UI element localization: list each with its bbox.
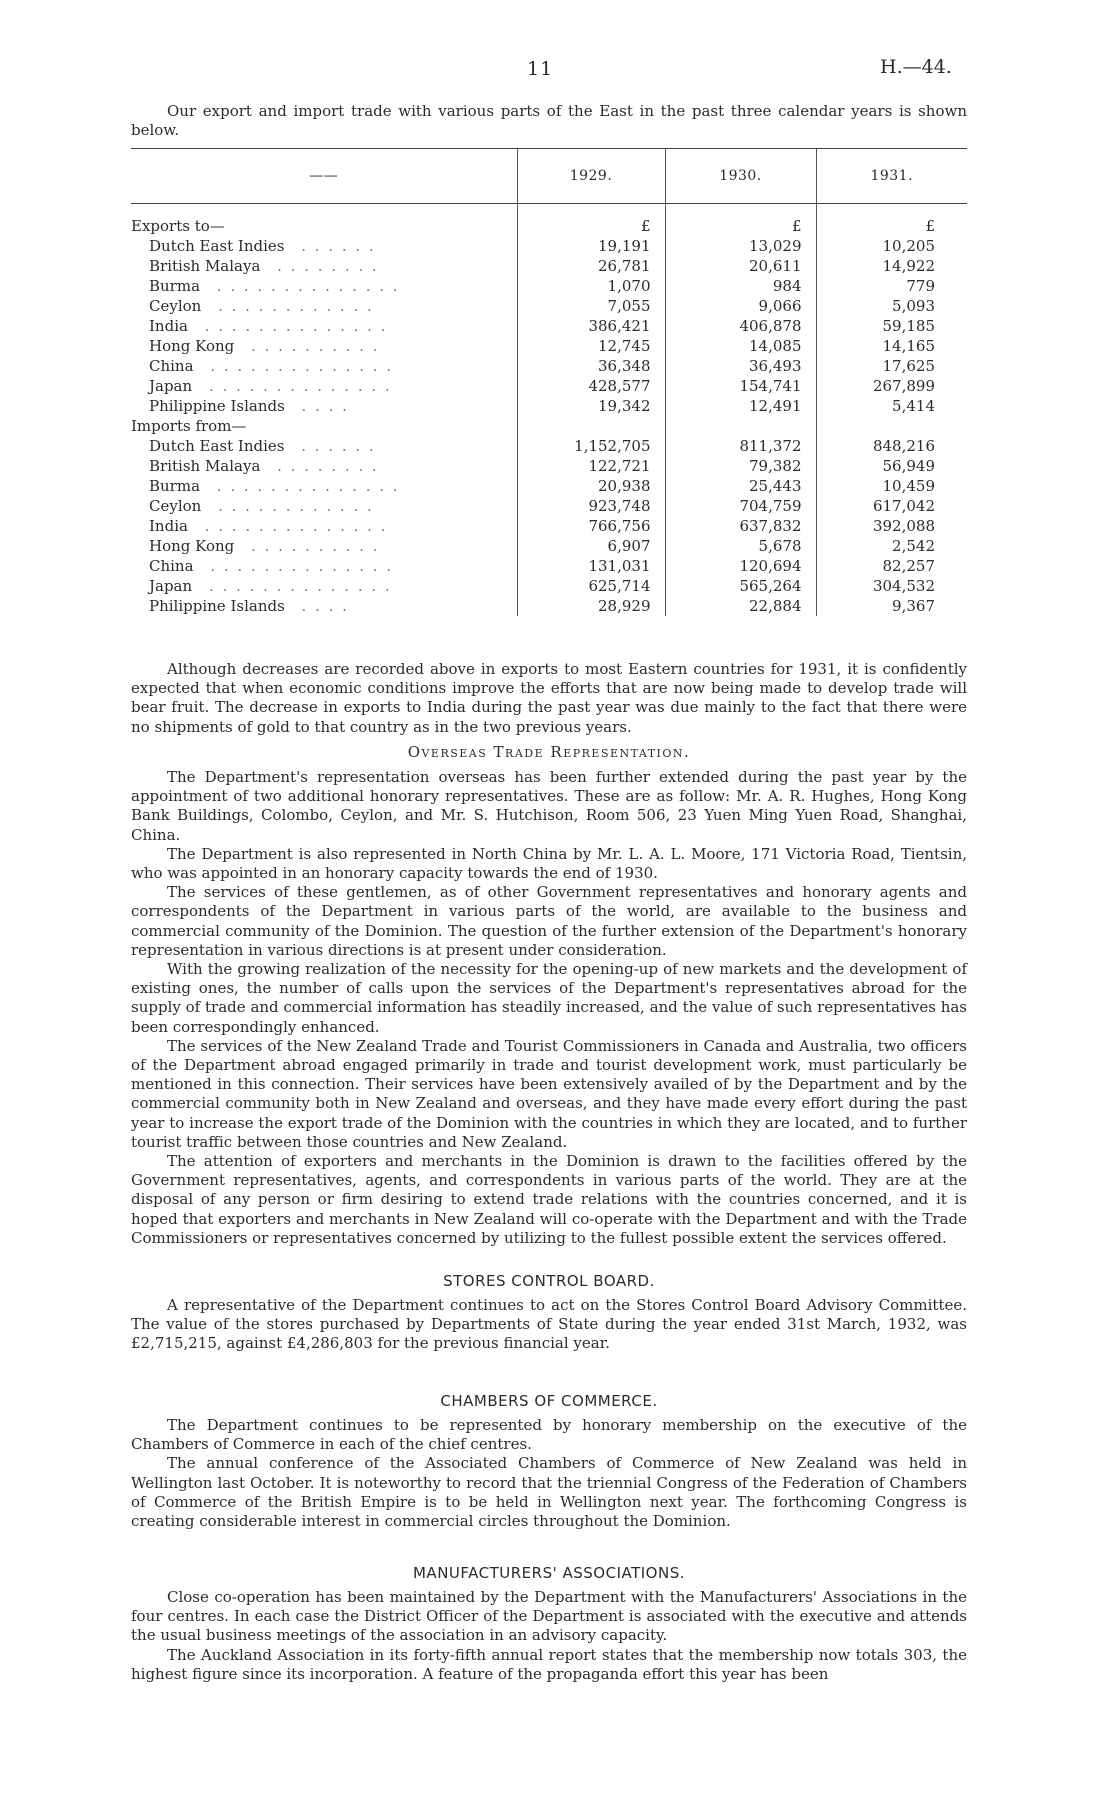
year-header: 1930. xyxy=(665,149,816,204)
table-row xyxy=(131,356,967,376)
value-cell: 22,884 xyxy=(665,596,816,616)
value-cell: 704,759 xyxy=(665,496,816,516)
leader-dots: . . . . . . . . . . . . xyxy=(211,297,374,315)
overseas-section xyxy=(131,768,967,1248)
leader-dots: . . . . . . . . xyxy=(270,257,379,275)
value-cell: 131,031 xyxy=(517,556,665,576)
value-cell: 59,185 xyxy=(816,316,967,336)
table-row xyxy=(131,496,967,516)
unit-label: £ xyxy=(517,216,665,236)
country-cell xyxy=(131,396,517,416)
unit-label: £ xyxy=(665,216,816,236)
table-row xyxy=(131,576,967,596)
value-cell: 7,055 xyxy=(517,296,665,316)
paragraph: A representative of the Department continues to act on the Stores Control Board Advisory Committee. The value of the stores purchased by Departments of State during the year ended 31st March, 1932, was £2,715,215, against £4,286,803 for the previous financial year. xyxy=(131,1296,967,1353)
table-row xyxy=(131,596,967,616)
leader-dots: . . . . . . . . . . . . . . xyxy=(202,577,392,595)
value-cell: 617,042 xyxy=(816,496,967,516)
leader-dots: . . . . . . . . . . . . . . xyxy=(210,277,400,295)
intro-paragraph: Our export and import trade with various parts of the East in the past three calendar years is shown below. xyxy=(131,102,967,139)
country-cell xyxy=(131,516,517,536)
paragraph: The annual conference of the Associated Chambers of Commerce of New Zealand was held in Wellington last October. It is noteworthy to record that the triennial Congress of the Federation of Chambers of Commerce of the British Empire is to be held in Wellington next year. The forthcoming Congress is creating considerable interest in commercial circles throughout the Dominion. xyxy=(131,1454,967,1531)
table-row xyxy=(131,236,967,256)
value-cell: 14,165 xyxy=(816,336,967,356)
table-row xyxy=(131,376,967,396)
country-cell xyxy=(131,536,517,556)
country-name: Japan xyxy=(149,377,193,395)
value-cell: 17,625 xyxy=(816,356,967,376)
year-header: 1931. xyxy=(816,149,967,204)
value-cell: 20,611 xyxy=(665,256,816,276)
value-cell: 1,152,705 xyxy=(517,436,665,456)
value-cell: 811,372 xyxy=(665,436,816,456)
country-name: Hong Kong xyxy=(149,537,235,555)
paragraph: The services of the New Zealand Trade and Tourist Commissioners in Canada and Australia, two officers of the Department abroad engaged primarily in trade and tourist development work, must particularly be mentioned in this connection. Their services have been extensively availed of by the Department and by the commercial community both in New Zealand and overseas, and they have made every effort during the past year to increase the export trade of the Dominion with the countries in which they are located, and to further tourist traffic between those countries and New Zealand. xyxy=(131,1036,967,1151)
value-cell: 20,938 xyxy=(517,476,665,496)
country-name: Dutch East Indies xyxy=(149,237,285,255)
value-cell: 386,421 xyxy=(517,316,665,336)
country-cell xyxy=(131,456,517,476)
table-row xyxy=(131,276,967,296)
country-cell xyxy=(131,336,517,356)
value-cell: 14,922 xyxy=(816,256,967,276)
leader-dots: . . . . . . . . . . . . . . xyxy=(197,317,388,335)
value-cell: 10,205 xyxy=(816,236,967,256)
country-name: China xyxy=(149,357,194,375)
leader-dots: . . . . . . . . . . . . . . xyxy=(203,557,394,575)
value-cell: 79,382 xyxy=(665,456,816,476)
leader-dots: . . . . . . . . . . xyxy=(244,537,380,555)
value-cell: 565,264 xyxy=(665,576,816,596)
country-name: China xyxy=(149,557,194,575)
country-name: Philippine Islands xyxy=(149,397,285,415)
value-cell: 122,721 xyxy=(517,456,665,476)
table-row xyxy=(131,316,967,336)
value-cell: 56,949 xyxy=(816,456,967,476)
table-row xyxy=(131,256,967,276)
country-cell xyxy=(131,576,517,596)
leader-dots: . . . . xyxy=(294,597,349,615)
page-number: 11 xyxy=(527,58,554,80)
value-cell: 5,678 xyxy=(665,536,816,556)
leader-dots: . . . . . . . . . . . . . . xyxy=(210,477,400,495)
value-cell: 25,443 xyxy=(665,476,816,496)
country-cell xyxy=(131,296,517,316)
country-name: Ceylon xyxy=(149,297,202,315)
empty-cell xyxy=(517,416,665,436)
country-cell xyxy=(131,276,517,296)
stores-section xyxy=(131,1296,967,1354)
country-name: Burma xyxy=(149,277,201,295)
value-cell: 9,066 xyxy=(665,296,816,316)
table-row xyxy=(131,336,967,356)
paragraph: The Department's representation overseas has been further extended during the past year by the appointment of two additional honorary representatives. These are as follow: Mr. A. R. Hughes, Hong Kong Bank Buildings, Colombo, Ceylon, and Mr. S. Hutchison, Room 506, 23 Yuen Ming Yuen Road, Shanghai, China. xyxy=(131,768,967,844)
trade-table-body xyxy=(131,204,967,617)
country-name: India xyxy=(149,317,188,335)
value-cell: 6,907 xyxy=(517,536,665,556)
table-row xyxy=(131,516,967,536)
value-cell: 154,741 xyxy=(665,376,816,396)
value-cell: 2,542 xyxy=(816,536,967,556)
paragraph: Although decreases are recorded above in exports to most Eastern countries for 1931, it is confidently expected that when economic conditions improve the efforts that are now being made to develop trade will bear fruit. The decrease in exports to India during the past year was due mainly to the fact that there were no shipments of gold to that country as in the two previous years. xyxy=(131,660,967,736)
country-name: Dutch East Indies xyxy=(149,437,285,455)
unit-label: £ xyxy=(816,216,967,236)
value-cell: 12,491 xyxy=(665,396,816,416)
table-row xyxy=(131,476,967,496)
leader-dots: . . . . . . . . . . . . . . xyxy=(197,517,388,535)
value-cell: 19,191 xyxy=(517,236,665,256)
country-name: Burma xyxy=(149,477,201,495)
value-cell: 26,781 xyxy=(517,256,665,276)
value-cell: 5,414 xyxy=(816,396,967,416)
country-name: British Malaya xyxy=(149,257,261,275)
leader-dots: . . . . . . . . . . . . xyxy=(211,497,374,515)
value-cell: 9,367 xyxy=(816,596,967,616)
leader-dots: . . . . . . . . . . . . . . xyxy=(203,357,394,375)
country-cell xyxy=(131,256,517,276)
table-group-row xyxy=(131,216,967,236)
country-name: Japan xyxy=(149,577,193,595)
value-cell: 36,493 xyxy=(665,356,816,376)
value-cell: 10,459 xyxy=(816,476,967,496)
leader-dots: . . . . xyxy=(294,397,349,415)
chambers-section xyxy=(131,1416,967,1531)
value-cell: 28,929 xyxy=(517,596,665,616)
value-cell: 5,093 xyxy=(816,296,967,316)
country-cell xyxy=(131,476,517,496)
value-cell: 304,532 xyxy=(816,576,967,596)
country-name: Ceylon xyxy=(149,497,202,515)
value-cell: 637,832 xyxy=(665,516,816,536)
country-name: British Malaya xyxy=(149,457,261,475)
table-header-row xyxy=(131,149,967,204)
empty-cell xyxy=(816,416,967,436)
table-row xyxy=(131,536,967,556)
country-cell xyxy=(131,356,517,376)
table-row xyxy=(131,296,967,316)
value-cell: 1,070 xyxy=(517,276,665,296)
country-name: Hong Kong xyxy=(149,337,235,355)
paragraph: The Auckland Association in its forty-fifth annual report states that the membership now totals 303, the highest figure since its incorporation. A feature of the propaganda effort this year has been xyxy=(131,1645,967,1683)
section-title-chambers: CHAMBERS OF COMMERCE. xyxy=(440,1392,658,1410)
country-cell xyxy=(131,596,517,616)
country-cell xyxy=(131,316,517,336)
paragraph: With the growing realization of the necessity for the opening-up of new markets and the development of existing ones, the number of calls upon the services of the Department's representatives abroad for the supply of trade and commercial information has steadily increased, and the value of such representatives has been correspondingly enhanced. xyxy=(131,960,967,1036)
country-name: India xyxy=(149,517,188,535)
value-cell: 36,348 xyxy=(517,356,665,376)
value-cell: 19,342 xyxy=(517,396,665,416)
leader-dots: . . . . . . . . . . xyxy=(244,337,380,355)
value-cell: 428,577 xyxy=(517,376,665,396)
value-cell: 779 xyxy=(816,276,967,296)
country-cell xyxy=(131,496,517,516)
empty-cell xyxy=(665,416,816,436)
leader-dots: . . . . . . xyxy=(294,437,376,455)
section-title-stores: STORES CONTROL BOARD. xyxy=(443,1272,655,1290)
paragraph: Close co-operation has been maintained by the Department with the Manufacturers' Associations in the four centres. In each case the District Officer of the Department is associated with the executive and attends the usual business meetings of the association in an advisory capacity. xyxy=(131,1588,967,1645)
table-row xyxy=(131,396,967,416)
table-row xyxy=(131,556,967,576)
value-cell: 766,756 xyxy=(517,516,665,536)
exports-heading: Exports to— xyxy=(131,217,225,235)
after-table-text xyxy=(131,660,967,737)
value-cell: 848,216 xyxy=(816,436,967,456)
value-cell: 82,257 xyxy=(816,556,967,576)
value-cell: 984 xyxy=(665,276,816,296)
leader-dots: . . . . . . . . xyxy=(270,457,379,475)
paragraph: The Department continues to be represented by honorary membership on the executive of the Chambers of Commerce in each of the chief centres. xyxy=(131,1416,967,1454)
table-corner: —— xyxy=(131,149,517,204)
value-cell: 120,694 xyxy=(665,556,816,576)
value-cell: 923,748 xyxy=(517,496,665,516)
section-title-manufacturers: MANUFACTURERS' ASSOCIATIONS. xyxy=(412,1564,685,1582)
table-row xyxy=(131,436,967,456)
value-cell: 625,714 xyxy=(517,576,665,596)
imports-heading: Imports from— xyxy=(131,417,247,435)
document-reference: H.—44. xyxy=(880,56,952,78)
paragraph: The Department is also represented in North China by Mr. L. A. L. Moore, 171 Victoria Road, Tientsin, who was appointed in an honorary capacity towards the end of 1930. xyxy=(131,844,967,883)
country-cell xyxy=(131,556,517,576)
manufacturers-section xyxy=(131,1588,967,1684)
table-row xyxy=(131,456,967,476)
leader-dots: . . . . . . . . . . . . . . xyxy=(202,377,392,395)
paragraph: The attention of exporters and merchants in the Dominion is drawn to the facilities offered by the Government representatives, agents, and correspondents in various parts of the world. They are at the disposal of any person or firm desiring to extend trade relations with the countries concerned, and it is hoped that exporters and merchants in New Zealand will co-operate with the Department and with the Trade Commissioners or representatives concerned by utilizing to the fullest possible extent the services offered. xyxy=(131,1152,967,1247)
country-cell xyxy=(131,376,517,396)
value-cell: 267,899 xyxy=(816,376,967,396)
value-cell: 406,878 xyxy=(665,316,816,336)
trade-table xyxy=(131,148,967,616)
paragraph: The services of these gentlemen, as of other Government representatives and honorary agents and correspondents of the Department in various parts of the world, are available to the business and commercial community of the Dominion. The question of the further extension of the Department's honorary representation in various directions is at present under consideration. xyxy=(131,883,967,959)
value-cell: 14,085 xyxy=(665,336,816,356)
value-cell: 13,029 xyxy=(665,236,816,256)
value-cell: 12,745 xyxy=(517,336,665,356)
table-group-row xyxy=(131,416,967,436)
section-title-overseas: Overseas Trade Representation. xyxy=(407,743,691,761)
country-cell xyxy=(131,236,517,256)
country-name: Philippine Islands xyxy=(149,597,285,615)
year-header: 1929. xyxy=(517,149,665,204)
country-cell xyxy=(131,436,517,456)
value-cell: 392,088 xyxy=(816,516,967,536)
leader-dots: . . . . . . xyxy=(294,237,376,255)
